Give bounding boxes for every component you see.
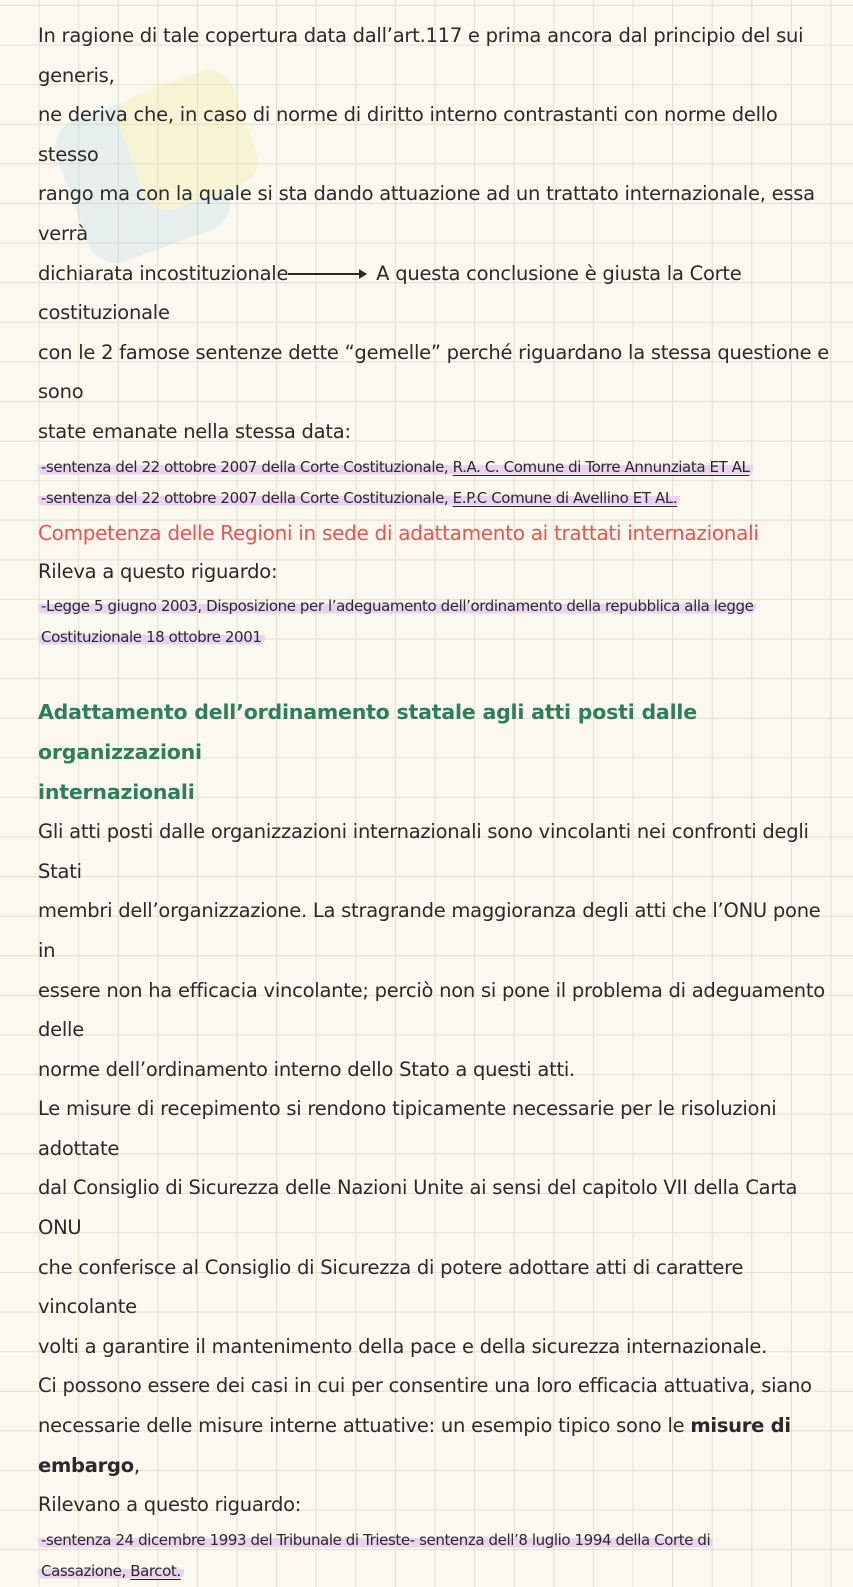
highlighted-text: Cassazione, Barcot. [38,1562,184,1580]
paragraph-line: In ragione di tale copertura data dall’art.117 e prima ancora dal principio del sui generis, [38,24,804,87]
section-heading-green: Adattamento dell’ordinamento statale agli atti posti dalle organizzazioni [38,700,697,765]
sentenza-item [38,1556,838,1587]
paragraph-line: volti a garantire il mantenimento della pace e della sicurezza internazionale. [38,1334,768,1358]
paragraph-line [38,254,838,333]
text-segment: A questa conclusione è giusta la Corte costituzionale [38,261,742,325]
paragraph-line: Gli atti posti dalle organizzazioni internazionali sono vincolanti nei confronti degli Stati [38,820,809,883]
section-heading-green: internazionali [38,780,195,805]
case-link[interactable]: E.P.C Comune di Avellino ET AL. [452,488,678,507]
paragraph-line: necessarie delle misure interne attuative: un esempio tipico sono le misure di embargo, [38,1414,791,1477]
text-segment: dichiarata incostituzionale [38,261,289,285]
paragraph-line: membri dell’organizzazione. La stragrande maggioranza degli atti che l’ONU pone in [38,899,821,962]
paragraph-line: state emanate nella stessa data: [38,419,351,443]
paragraph-line: Le misure di recepimento si rendono tipicamente necessarie per le risoluzioni adottate [38,1097,777,1160]
paragraph-line: norme dell’ordinamento interno dello Stato a questi atti. [38,1057,575,1081]
bold-term: misure di embargo [38,1414,791,1477]
highlighted-text: -sentenza del 22 ottobre 2007 della Corte Costituzionale, E.P.C Comune di Avellino ET AL. [38,489,680,507]
sentenza-item [38,452,838,483]
paragraph-line: Rilevano a questo riguardo: [38,1493,302,1517]
arrow-right-icon [288,273,366,275]
paragraph-line: essere non ha efficacia vincolante; perciò non si pone il problema di adeguamento delle [38,978,825,1042]
paragraph-line: Ci possono essere dei casi in cui per consentire una loro efficacia attuativa, siano [38,1374,812,1398]
case-link[interactable]: R.A. C. Comune di Torre Annunziata ET AL [452,457,750,476]
sentenza-item [38,483,838,514]
paragraph-line: dal Consiglio di Sicurezza delle Nazioni Unite ai sensi del capitolo VII della Carta ONU [38,1176,798,1240]
paragraph-line: ne deriva che, in caso di norme di diritto interno contrastanti con norme dello stesso [38,103,778,166]
paragraph-line: con le 2 famose sentenze dette “gemelle” perché riguardano la stessa questione e sono [38,340,830,404]
paragraph-line: rango ma con la quale si sta dando attuazione ad un trattato internazionale, essa verrà [38,182,815,245]
legge-item: Costituzionale 18 ottobre 2001 [38,622,838,653]
sentenza-item: -sentenza 24 dicembre 1993 del Tribunale di Trieste- sentenza dell’8 luglio 1994 della Corte di [38,1525,838,1556]
section-heading-red: Competenza delle Regioni in sede di adattamento ai trattati internazionali [38,520,759,545]
case-link[interactable]: Barcot. [130,1561,181,1580]
highlighted-text: -sentenza del 22 ottobre 2007 della Corte Costituzionale, R.A. C. Comune di Torre Annunziata ET AL [38,458,753,476]
paragraph-line: che conferisce al Consiglio di Sicurezza di potere adottare atti di carattere vincolante [38,1255,744,1319]
paragraph-line: Rileva a questo riguardo: [38,559,278,583]
document-page [38,16,838,1587]
legge-item: -Legge 5 giugno 2003, Disposizione per l’adeguamento dell’ordinamento della repubblica alla legge [38,591,838,622]
